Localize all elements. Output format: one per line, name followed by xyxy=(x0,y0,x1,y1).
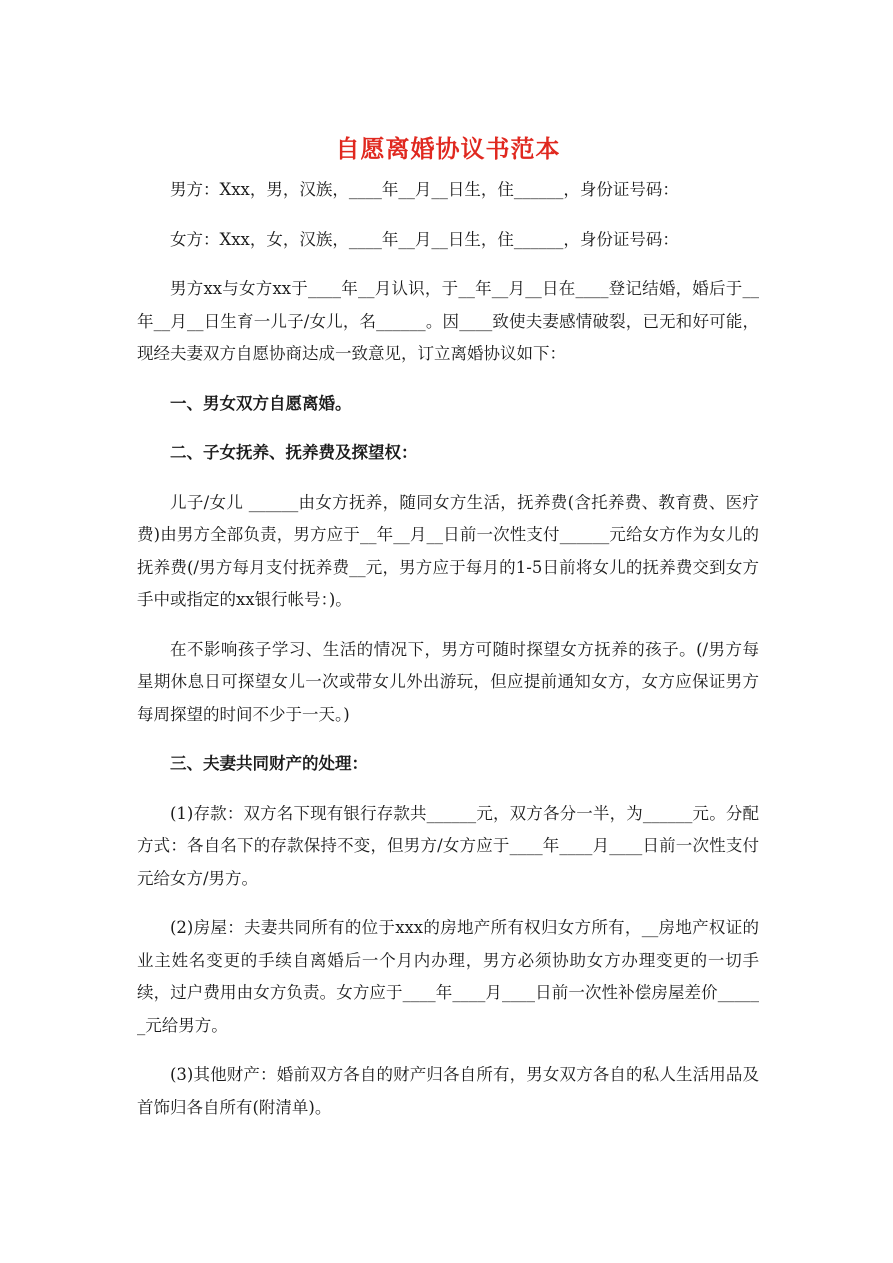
paragraph-visitation: 在不影响孩子学习、生活的情况下，男方可随时探望女方抚养的孩子。(/男方每星期休息日可探望女儿一次或带女儿外出游玩，但应提前通知女方，女方应保证男方每周探望的时间不少于一天。) xyxy=(137,639,759,724)
heading-section-3: 三、夫妻共同财产的处理： xyxy=(170,754,368,773)
paragraph-housing: (2)房屋：夫妻共同所有的位于xxx的房地产所有权归女方所有，__房地产权证的业主姓名变更的手续自离婚后一个月内办理，男方必须协助女方办理变更的一切手续，过户费用由女方负责。女方应于____年____月____日前一次性补偿房屋差价______元给男方。 xyxy=(137,918,759,1035)
heading-section-2: 二、子女抚养、抚养费及探望权： xyxy=(170,443,418,462)
document-title: 自愿离婚协议书范本 xyxy=(335,134,561,163)
paragraph-other-property: (3)其他财产：婚前双方各自的财产归各自所有，男女双方各自的私人生活用品及首饰归各自所有(附清单)。 xyxy=(137,1065,759,1117)
paragraph-female-party: 女方：Xxx，女，汉族，____年__月__日生，住______，身份证号码： xyxy=(170,229,679,249)
paragraph-child-support: 儿子/女儿 ______由女方抚养，随同女方生活，抚养费(含托养费、教育费、医疗费)由男方全部负责，男方应于__年__月__日前一次性支付______元给女方作为女儿的抚养费(/男方每月支付抚养费__元，男方应于每月的1-5日前将女儿的抚养费交到女方手中或指定的xx银行帐号：)。 xyxy=(137,492,759,609)
paragraph-deposits: (1)存款：双方名下现有银行存款共______元，双方各分一半，为______元。分配方式：各自名下的存款保持不变，但男方/女方应于____年____月____日前一次性支付 元给女方/男方。 xyxy=(137,803,759,888)
paragraph-male-party: 男方：Xxx，男，汉族，____年__月__日生，住______，身份证号码： xyxy=(170,180,679,199)
document-page xyxy=(137,128,759,1141)
paragraph-preamble: 男方xx与女方xx于____年__月认识，于__年__月__日在____登记结婚，婚后于__年__月__日生育一儿子/女儿，名______。因____致使夫妻感情破裂，已无和好可能，现经夫妻双方自愿协商达成一致意见，订立离婚协议如下： xyxy=(137,279,759,363)
heading-section-1: 一、男女双方自愿离婚。 xyxy=(170,393,352,413)
